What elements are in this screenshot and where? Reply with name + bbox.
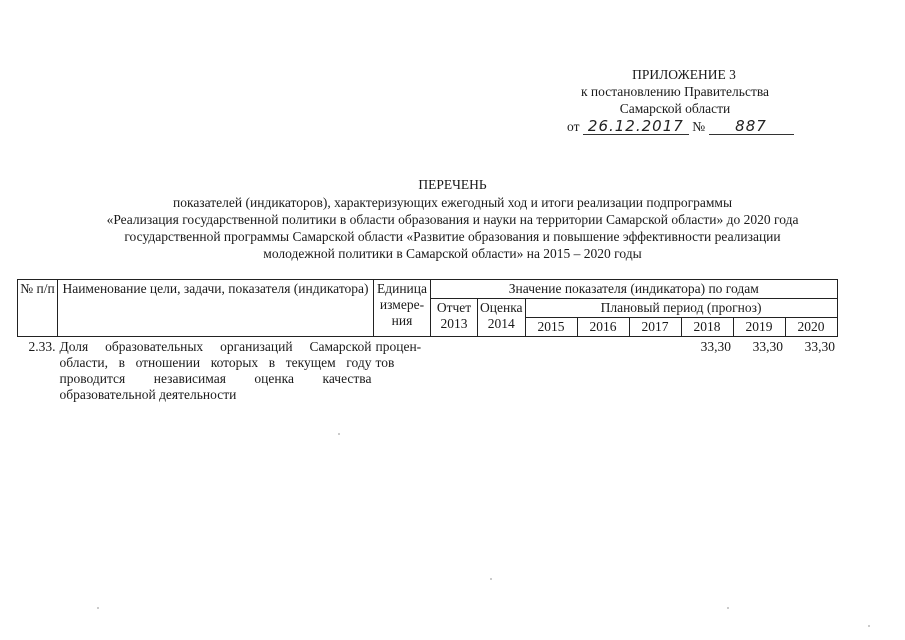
header-unit: Единица измере-ния	[374, 280, 431, 337]
value-2018: 33,30	[700, 339, 732, 354]
scan-speck	[490, 578, 492, 580]
title-line-2: «Реализация государственной политики в области образования и науки на территории Самарской области» до 2020 года	[106, 212, 799, 227]
header-year-2016: 2016	[577, 318, 629, 337]
appendix-title: ПРИЛОЖЕНИЕ 3	[632, 67, 736, 82]
header-number: № п/п	[18, 280, 58, 337]
table-row	[18, 337, 838, 406]
header-report-2013: Отчет 2013	[431, 299, 478, 337]
title-line-1: показателей (индикаторов), характеризующих ежегодный ход и итоги реализации подпрограммы	[172, 195, 733, 210]
title-line-4: молодежной политики в Самарской области» на 2015 – 2020 годы	[263, 246, 642, 261]
title-line-3: государственной программы Самарской области «Развитие образования и повышение эффективности реализации	[124, 229, 781, 244]
header-year-2018: 2018	[681, 318, 733, 337]
header-year-2020: 2020	[785, 318, 837, 337]
header-year-2019: 2019	[733, 318, 785, 337]
scan-speck	[97, 607, 99, 609]
appendix-region: Самарской области	[619, 101, 731, 116]
handwritten-date: 26.12.2017	[583, 118, 689, 135]
from-label: от	[567, 119, 580, 134]
appendix-reference: к постановлению Правительства	[580, 84, 770, 99]
scan-speck	[868, 625, 870, 627]
handwritten-number: 887	[709, 118, 794, 135]
value-2017	[629, 337, 681, 406]
value-2014	[478, 337, 526, 406]
scan-speck	[338, 433, 340, 435]
header-values-group: Значение показателя (индикатора) по годам	[431, 280, 838, 299]
value-2019: 33,30	[752, 339, 784, 354]
value-2013	[431, 337, 478, 406]
header-year-2017: 2017	[629, 318, 681, 337]
value-2015	[525, 337, 577, 406]
number-label: №	[692, 119, 706, 134]
header-estimate-2014: Оценка 2014	[478, 299, 526, 337]
indicator-table	[17, 279, 838, 405]
scan-speck	[727, 607, 729, 609]
value-2020: 33,30	[804, 339, 836, 354]
appendix-date-line	[555, 118, 795, 135]
row-unit: процен-тов	[375, 339, 422, 370]
appendix-block	[555, 66, 795, 135]
row-number: 2.33.	[28, 339, 56, 354]
value-2016	[577, 337, 629, 406]
header-year-2015: 2015	[525, 318, 577, 337]
header-plan-group: Плановый период (прогноз)	[525, 299, 837, 318]
title-heading: ПЕРЕЧЕНЬ	[418, 177, 487, 192]
row-indicator-name: Доля образовательных организаций Самарской области, в отношении которых в текущем году проводится независимая оценка качества образовательной деятельности	[59, 339, 372, 402]
document-title	[40, 176, 865, 262]
header-name: Наименование цели, задачи, показателя (индикатора)	[58, 280, 374, 337]
